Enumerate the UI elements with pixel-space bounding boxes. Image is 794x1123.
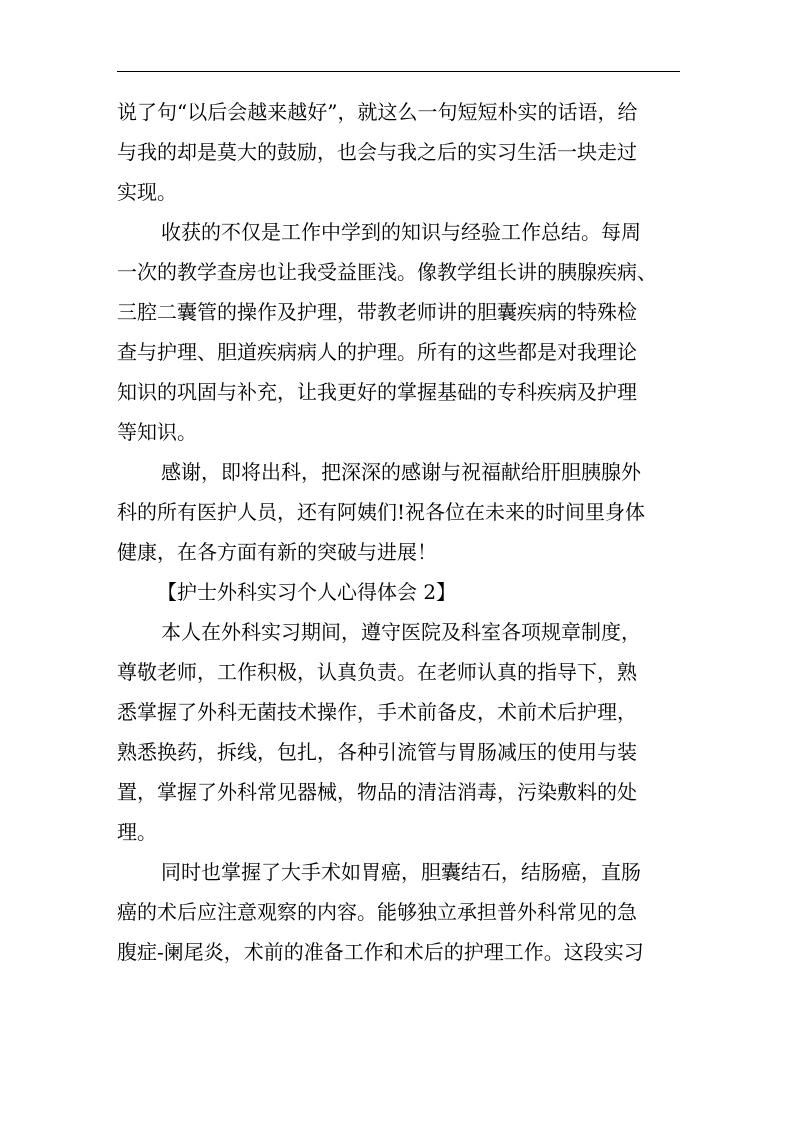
paragraph-start-line: 收获的不仅是工作中学到的知识与经验工作总结。每周 (161, 220, 641, 244)
paragraph-start-line: 本人在外科实习期间，遵守医院及科室各项规章制度， (161, 620, 641, 644)
text-line: 说了句“以后会越来越好”，就这么一句短短朴实的话语，给 (117, 100, 638, 124)
text-line: 一次的教学查房也让我受益匪浅。像教学组长讲的胰腺疾病、 (117, 260, 657, 284)
text-line: 腹症-阑尾炎，术前的准备工作和术后的护理工作。这段实习 (117, 940, 644, 964)
header-rule (117, 71, 680, 72)
text-line: 与我的却是莫大的鼓励，也会与我之后的实习生活一块走过 (117, 140, 637, 164)
text-line: 知识的巩固与补充，让我更好的掌握基础的专科疾病及护理 (117, 380, 637, 404)
text-line: 置，掌握了外科常见器械，物品的清洁消毒，污染敷料的处 (117, 780, 637, 804)
text-line: 三腔二囊管的操作及护理，带教老师讲的胆囊疾病的特殊检 (117, 300, 637, 324)
text-line: 癌的术后应注意观察的内容。能够独立承担普外科常见的急 (117, 900, 637, 924)
text-line: 熟悉换药，拆线，包扎，各种引流管与胃肠减压的使用与装 (117, 740, 637, 764)
text-line: 理。 (117, 820, 157, 844)
text-line: 悉掌握了外科无菌技术操作，手术前备皮，术前术后护理， (117, 700, 637, 724)
document-body (117, 92, 680, 972)
text-line: 等知识。 (117, 420, 197, 444)
text-line: 科的所有医护人员，还有阿姨们!祝各位在未来的时间里身体 (117, 500, 646, 524)
text-line: 查与护理、胆道疾病病人的护理。所有的这些都是对我理论 (117, 340, 637, 364)
paragraph-start-line: 感谢，即将出科，把深深的感谢与祝福献给肝胆胰腺外 (161, 460, 641, 484)
text-line: 实现。 (117, 180, 177, 204)
section-heading: 【护士外科实习个人心得体会 2】 (157, 580, 457, 604)
text-line: 健康，在各方面有新的突破与进展！ (117, 540, 437, 564)
paragraph-start-line: 同时也掌握了大手术如胃癌，胆囊结石，结肠癌，直肠 (161, 860, 641, 884)
text-line: 尊敬老师，工作积极，认真负责。在老师认真的指导下，熟 (117, 660, 637, 684)
